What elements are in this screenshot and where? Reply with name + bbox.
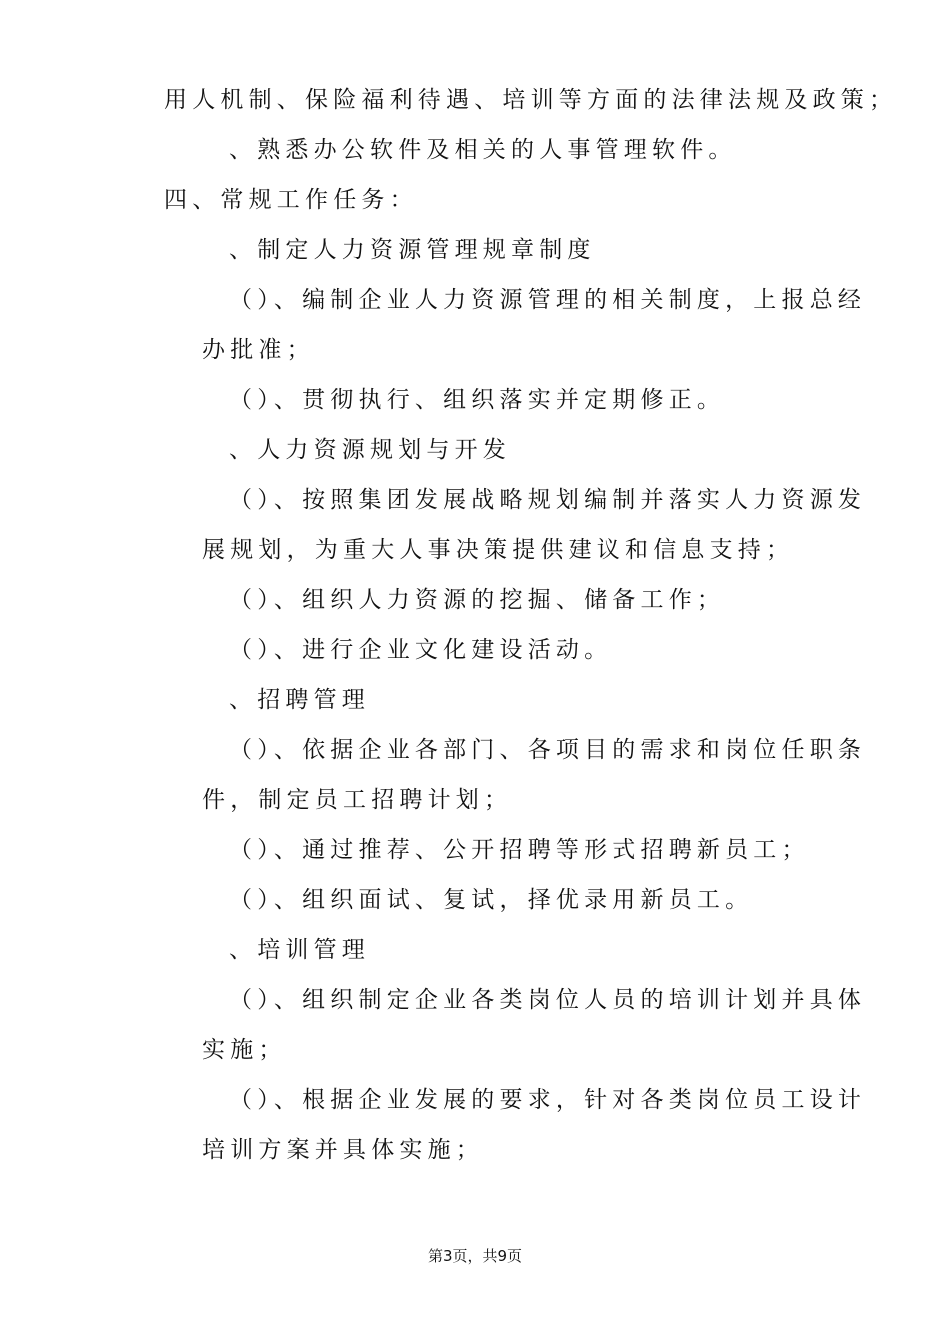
text-line: 件，制定员工招聘计划； bbox=[202, 787, 513, 813]
text-line: （）、贯彻执行、组织落实并定期修正。 bbox=[229, 387, 726, 413]
subsection-heading: 、制定人力资源管理规章制度 bbox=[229, 237, 596, 263]
text-line: 用人机制、保险福利待遇、培训等方面的法律法规及政策； bbox=[164, 87, 898, 113]
subsection-heading: 、招聘管理 bbox=[229, 687, 370, 713]
text-line: （）、按照集团发展战略规划编制并落实人力资源发 bbox=[229, 487, 867, 513]
text-line: 培训方案并具体实施； bbox=[202, 1137, 484, 1163]
text-line: 办批准； bbox=[202, 337, 315, 363]
text-line: 实施； bbox=[202, 1037, 287, 1063]
text-line: （）、编制企业人力资源管理的相关制度，上报总经 bbox=[229, 287, 867, 313]
subsection-heading: 、培训管理 bbox=[229, 937, 370, 963]
text-line: （）、通过推荐、公开招聘等形式招聘新员工； bbox=[229, 837, 810, 863]
subsection-heading: 、人力资源规划与开发 bbox=[229, 437, 511, 463]
text-line: （）、组织制定企业各类岗位人员的培训计划并具体 bbox=[229, 987, 867, 1013]
text-line: （）、依据企业各部门、各项目的需求和岗位任职条 bbox=[229, 737, 867, 763]
text-line: 展规划，为重大人事决策提供建议和信息支持； bbox=[202, 537, 795, 563]
text-line: （）、根据企业发展的要求，针对各类岗位员工设计 bbox=[229, 1087, 867, 1113]
page-number: 第3页，共9页 bbox=[427, 1247, 523, 1265]
section-heading: 四、常规工作任务： bbox=[164, 187, 418, 213]
text-line: （）、进行企业文化建设活动。 bbox=[229, 637, 613, 663]
text-line: （）、组织人力资源的挖掘、储备工作； bbox=[229, 587, 726, 613]
text-line: （）、组织面试、复试，择优录用新员工。 bbox=[229, 887, 754, 913]
text-line: 、熟悉办公软件及相关的人事管理软件。 bbox=[229, 137, 737, 163]
